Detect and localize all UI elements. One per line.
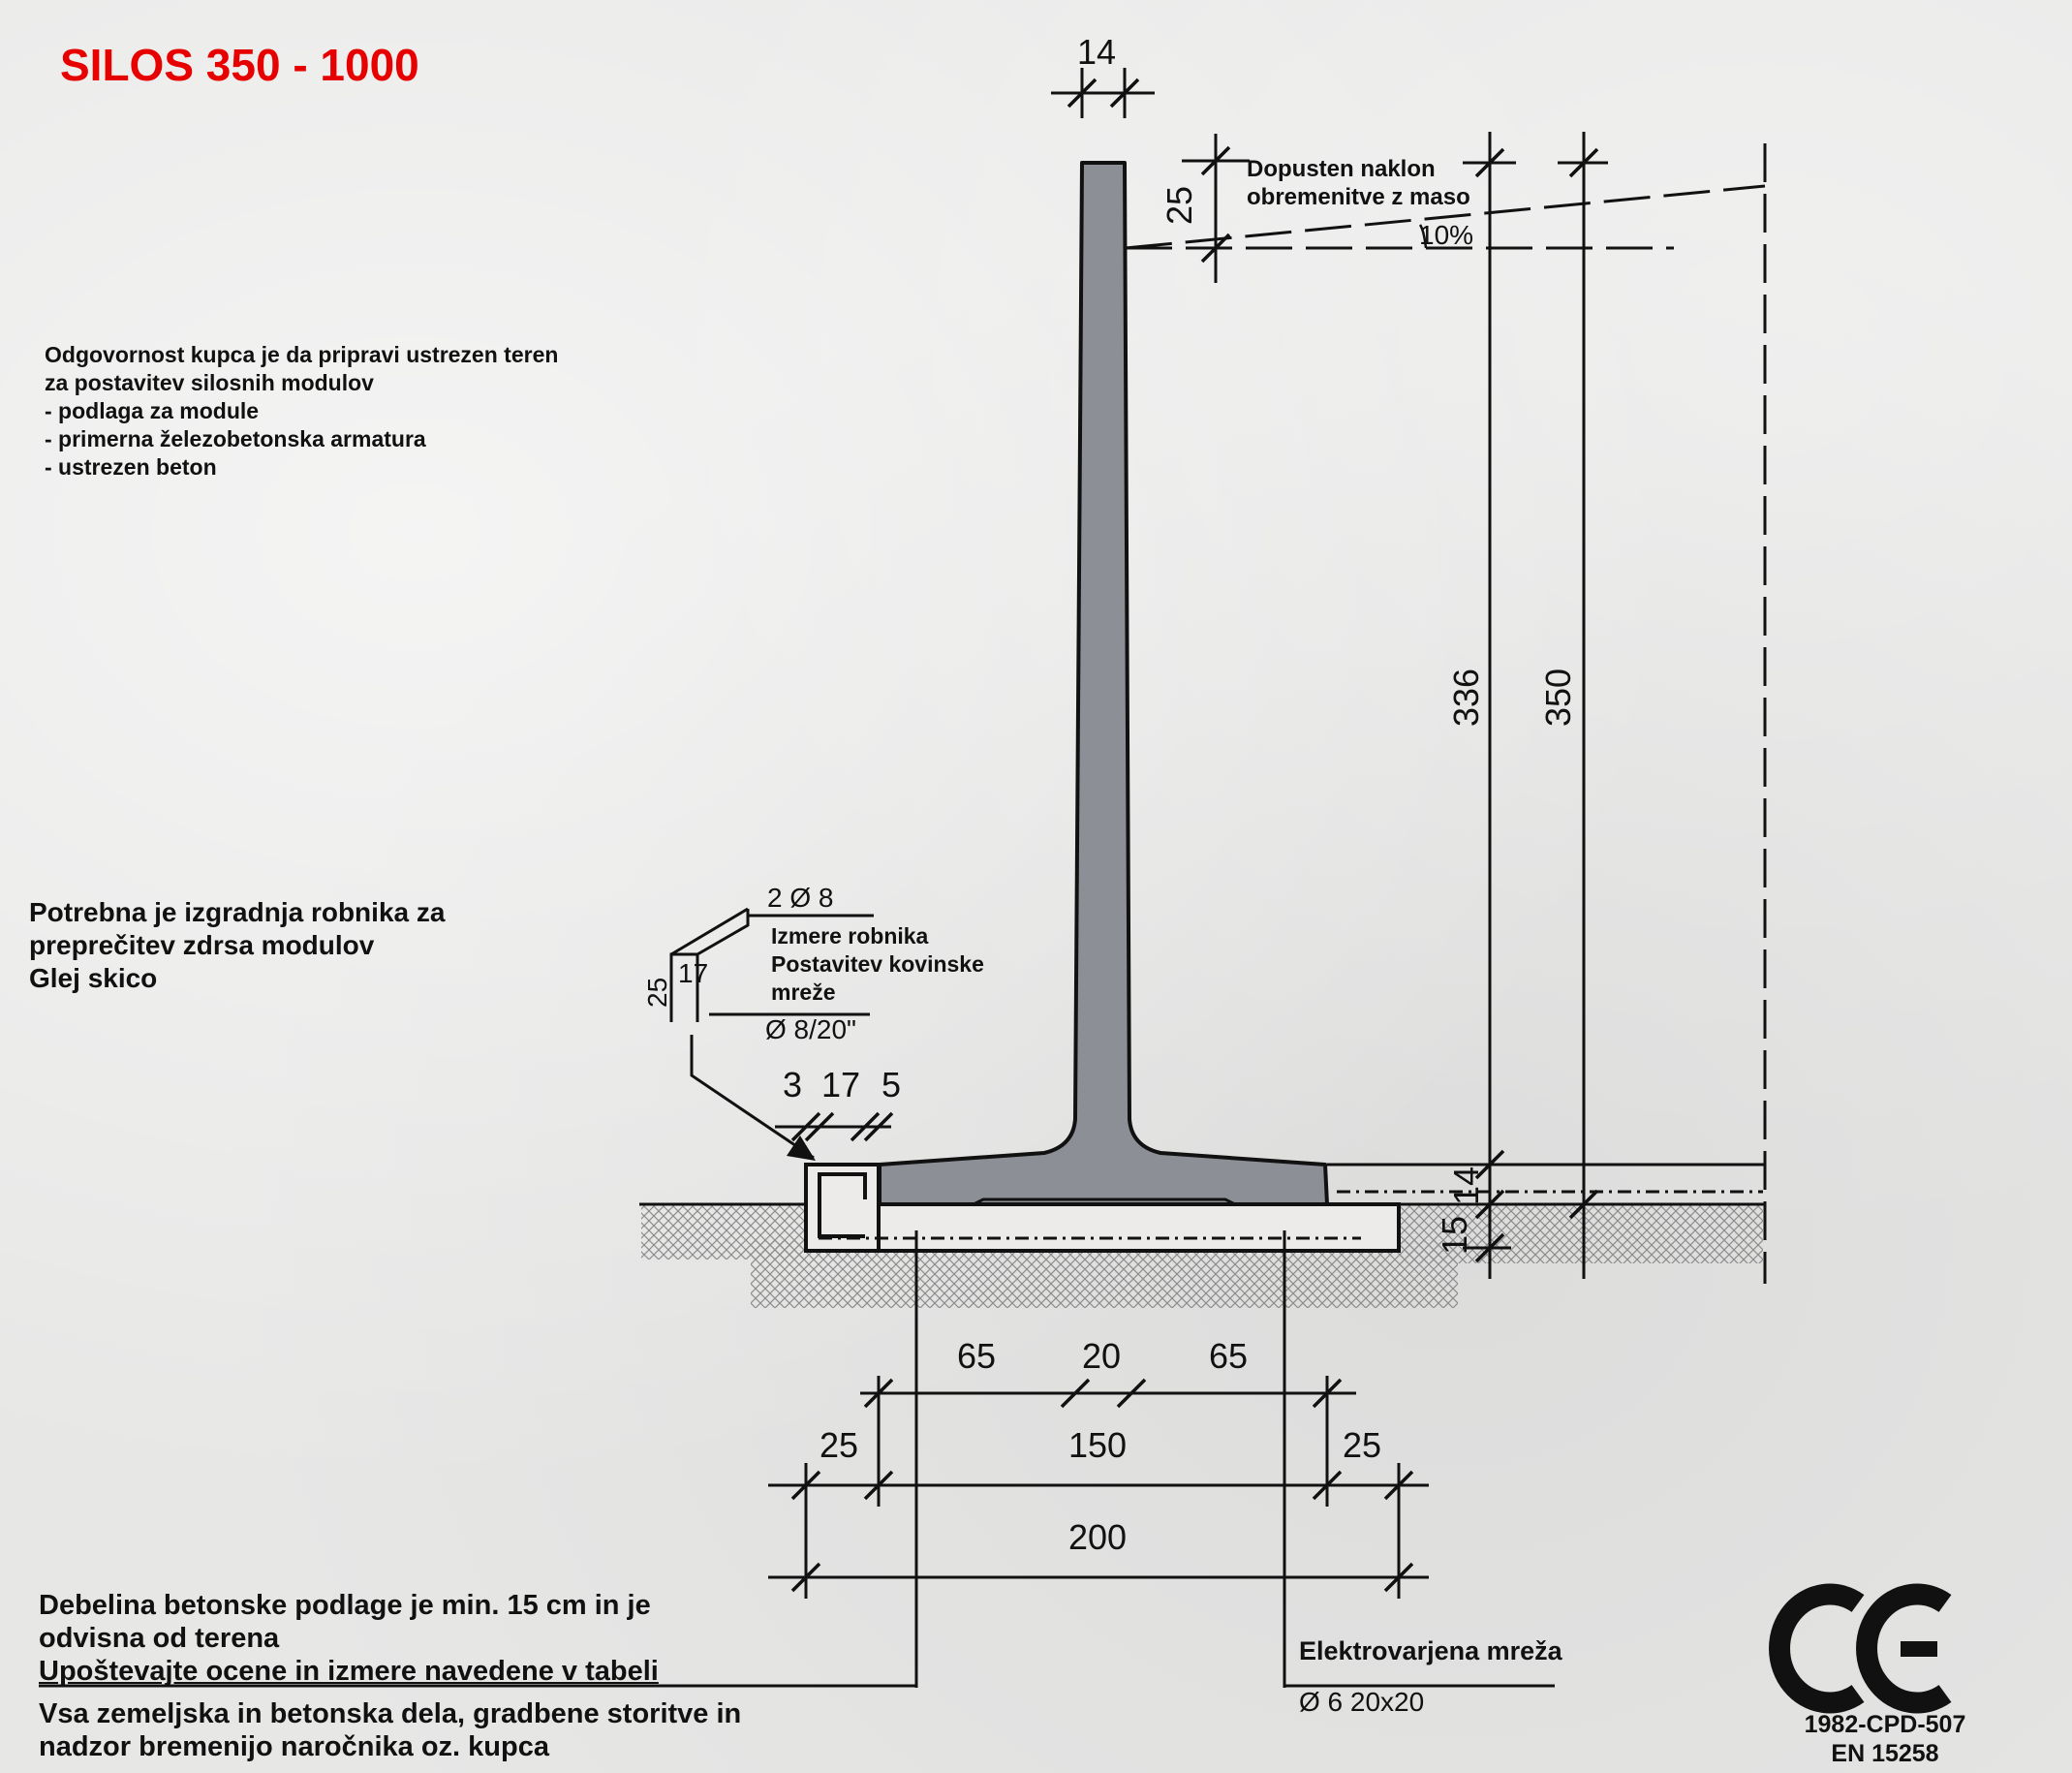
dim-height-inner: 336 <box>1446 668 1486 727</box>
curb-rebar-top: 2 Ø 8 <box>767 883 834 913</box>
customer-note-item: - ustrezen beton <box>45 454 217 480</box>
dim-curb-3: 3 <box>783 1065 803 1104</box>
customer-note-line1: Odgovornost kupca je da pripravi ustrezen teren <box>45 342 559 367</box>
curb-detail-line3: mreže <box>771 980 836 1005</box>
dim-row2-mid: 150 <box>1068 1425 1128 1465</box>
dim-row2-left: 25 <box>820 1425 859 1465</box>
dim-row1-mid: 20 <box>1082 1336 1122 1376</box>
silo-wall-element <box>880 163 1327 1204</box>
mesh-label: Elektrovarjena mreža <box>1299 1636 1562 1665</box>
curb-detail-line1: Izmere robnika <box>771 923 929 949</box>
mesh-spec: Ø 6 20x20 <box>1299 1687 1425 1717</box>
bottom-note-responsibility <box>39 1697 741 1763</box>
dim-row2-right: 25 <box>1343 1425 1382 1465</box>
curb-note <box>29 896 445 995</box>
certification-code: 1982-CPD-507 <box>1804 1711 1966 1738</box>
certification-standard: EN 15258 <box>1831 1740 1939 1767</box>
customer-note-item: - podlaga za module <box>45 398 260 423</box>
customer-note-item: - primerna železobetonska armatura <box>45 426 426 451</box>
curb-detail-note <box>771 922 984 1007</box>
dim-slab-15: 15 <box>1435 1215 1474 1255</box>
dim-curb-17: 17 <box>821 1065 861 1104</box>
dim-row1-left: 65 <box>957 1336 997 1376</box>
dim-row3: 200 <box>1068 1517 1128 1557</box>
slope-note <box>1247 155 1470 211</box>
curb-detail-line2: Postavitev kovinske <box>771 951 984 977</box>
dim-row1-right: 65 <box>1209 1336 1249 1376</box>
certification <box>1780 1710 1990 1768</box>
curb-note-line: Glej skico <box>29 963 158 993</box>
dim-base-14: 14 <box>1446 1166 1486 1205</box>
slope-note-line1: Dopusten naklon <box>1247 156 1436 182</box>
slope-percent: 10% <box>1419 220 1474 250</box>
dim-wall-top-width: 14 <box>1077 32 1117 72</box>
curb-note-line: Potrebna je izgradnja robnika za <box>29 897 446 927</box>
curb-sketch-perspective <box>671 909 748 954</box>
concrete-slab <box>806 1204 1399 1251</box>
curb-height-label: 25 <box>642 977 672 1008</box>
slope-note-line2: obremenitve z maso <box>1247 184 1470 210</box>
curb-note-line: preprečitev zdrsa modulov <box>29 930 375 960</box>
dim-slope-height: 25 <box>1160 185 1199 225</box>
bottom-note-line4: Vsa zemeljska in betonska dela, gradbene storitve in <box>39 1698 742 1729</box>
bottom-note <box>39 1589 659 1688</box>
curb-arrowhead <box>787 1135 816 1161</box>
customer-note-line2: za postavitev silosnih modulov <box>45 370 374 395</box>
ce-mark <box>1779 1595 1945 1703</box>
curb-rebar-stirrup: Ø 8/20" <box>765 1014 856 1044</box>
curb-width-label: 17 <box>678 958 709 988</box>
dim-height-total: 350 <box>1538 668 1578 727</box>
page-title: SILOS 350 - 1000 <box>60 40 419 90</box>
bottom-note-line1: Debelina betonske podlage je min. 15 cm in je <box>39 1590 651 1621</box>
bottom-note-line2: odvisna od terena <box>39 1623 280 1654</box>
bottom-note-line3: Upoštevajte ocene in izmere navedene v tabeli <box>39 1656 659 1687</box>
bottom-note-line5: nadzor bremenijo naročnika oz. kupca <box>39 1731 549 1762</box>
dim-curb-5: 5 <box>881 1065 902 1104</box>
customer-note <box>45 341 558 482</box>
